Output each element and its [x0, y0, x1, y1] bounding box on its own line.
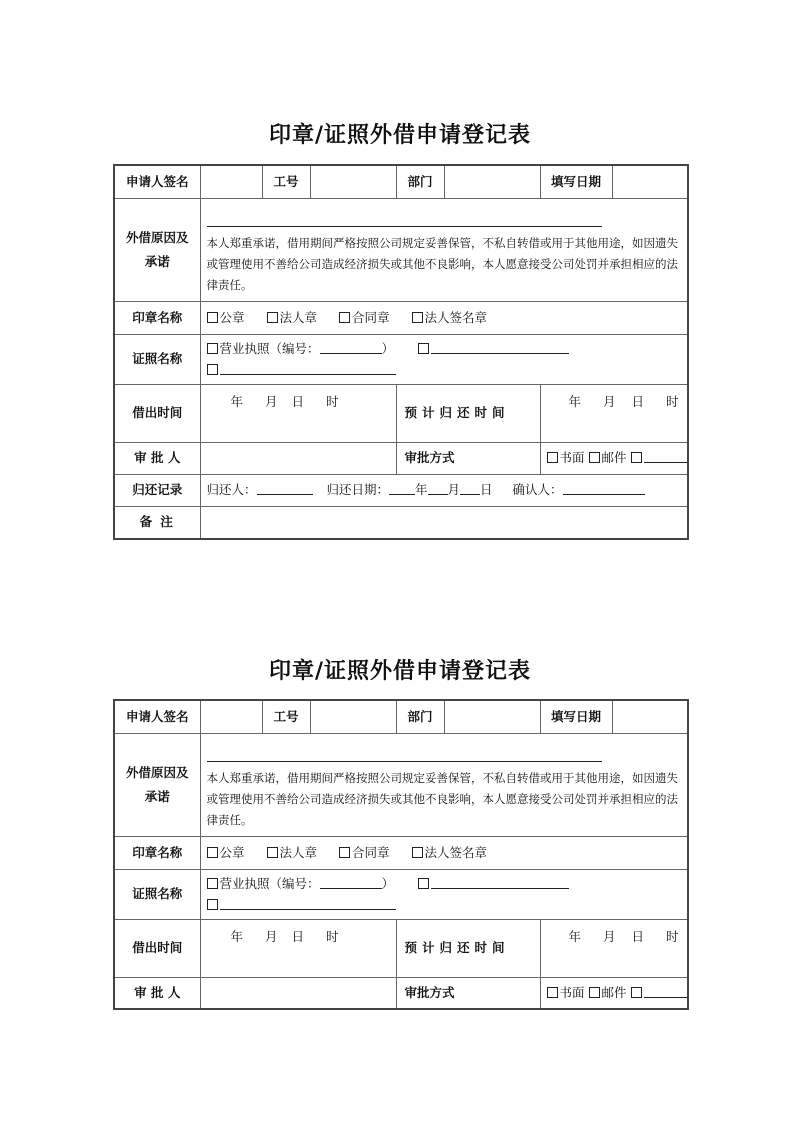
- remark-field[interactable]: [200, 506, 688, 539]
- other-license-field[interactable]: [431, 341, 569, 354]
- license-name-label: 证照名称: [114, 869, 200, 919]
- promise-text: 本人郑重承诺，借用期间严格按照公司规定妥善保管，不私自转借或用于其他用途，如因遗失或管理使用不善给公司造成经济损失或其他不良影响，本人愿意接受公司处罚并承担相应的法律责任。: [206, 770, 678, 827]
- checkbox-icon: [418, 878, 429, 889]
- checkbox-icon: [418, 343, 429, 354]
- checkbox-icon: [631, 987, 642, 998]
- approval-method-options: [540, 442, 688, 474]
- other-method-field[interactable]: [644, 985, 689, 998]
- approver-field[interactable]: [200, 442, 396, 474]
- applicant-label: 申请人签名: [114, 700, 200, 733]
- checkbox-icon: [207, 847, 218, 858]
- checkbox-icon: [589, 452, 600, 463]
- return-record-field: 归还人： 归还日期： 年 月 日 确认人：: [200, 474, 688, 506]
- checkbox-other-license-2[interactable]: [207, 362, 396, 377]
- license-options: [200, 334, 688, 384]
- checkbox-email[interactable]: 邮件: [589, 450, 627, 465]
- promise-text: 本人郑重承诺，借用期间严格按照公司规定妥善保管，不私自转借或用于其他用途，如因遗失或管理使用不善给公司造成经济损失或其他不良影响，本人愿意接受公司处罚并承担相应的法律责任。: [206, 235, 678, 292]
- checkbox-other-license[interactable]: [418, 876, 569, 891]
- checkbox-written[interactable]: 书面: [547, 450, 585, 465]
- other-license-field-2[interactable]: [220, 362, 396, 375]
- checkbox-icon: [339, 312, 350, 323]
- department-label: 部门: [396, 165, 444, 198]
- employee-id-label: 工号: [262, 165, 310, 198]
- other-license-field[interactable]: [431, 876, 569, 889]
- checkbox-legal-signature-seal[interactable]: 法人签名章: [412, 845, 488, 860]
- reason-field[interactable]: [200, 733, 688, 836]
- reason-input-line[interactable]: [207, 745, 602, 762]
- checkbox-email[interactable]: 邮件: [589, 985, 627, 1000]
- checkbox-icon: [547, 452, 558, 463]
- license-name-label: 证照名称: [114, 334, 200, 384]
- checkbox-business-license[interactable]: 营业执照（编号： ）: [207, 341, 395, 356]
- approval-method-label: 审批方式: [396, 977, 540, 1009]
- seal-options: [200, 836, 688, 869]
- expected-return-field[interactable]: 年 月 日 时: [540, 384, 688, 442]
- fill-date-field[interactable]: [612, 700, 688, 733]
- checkbox-icon: [589, 987, 600, 998]
- form-table: [113, 699, 689, 1010]
- department-field[interactable]: [444, 165, 540, 198]
- borrow-time-label: 借出时间: [114, 384, 200, 442]
- checkbox-icon: [547, 987, 558, 998]
- approval-method-options: [540, 977, 688, 1009]
- form-table: [113, 164, 689, 540]
- return-record-label: 归还记录: [114, 474, 200, 506]
- checkbox-icon: [412, 312, 423, 323]
- reason-label: 外借原因及 承诺: [114, 733, 200, 836]
- department-label: 部门: [396, 700, 444, 733]
- return-month-field[interactable]: [428, 482, 448, 495]
- checkbox-other-method[interactable]: [631, 450, 689, 465]
- checkbox-written[interactable]: 书面: [547, 985, 585, 1000]
- seal-name-label: 印章名称: [114, 836, 200, 869]
- fill-date-label: 填写日期: [540, 700, 612, 733]
- employee-id-field[interactable]: [310, 165, 396, 198]
- reason-input-line[interactable]: [207, 210, 602, 227]
- checkbox-business-license[interactable]: 营业执照（编号： ）: [207, 876, 395, 891]
- seal-name-label: 印章名称: [114, 301, 200, 334]
- return-day-field[interactable]: [460, 482, 480, 495]
- checkbox-icon: [412, 847, 423, 858]
- expected-return-label: 预计归还时间: [396, 919, 540, 977]
- approval-method-label: 审批方式: [396, 442, 540, 474]
- borrow-time-label: 借出时间: [114, 919, 200, 977]
- fill-date-field[interactable]: [612, 165, 688, 198]
- checkbox-other-license[interactable]: [418, 341, 569, 356]
- checkbox-other-license-2[interactable]: [207, 897, 396, 912]
- form-title: 印章/证照外借申请登记表: [268, 659, 532, 684]
- checkbox-icon: [207, 312, 218, 323]
- license-number-field[interactable]: [320, 876, 382, 889]
- confirmer-field[interactable]: [563, 482, 645, 495]
- applicant-field[interactable]: [200, 165, 262, 198]
- checkbox-contract-seal[interactable]: 合同章: [339, 310, 390, 325]
- checkbox-icon: [207, 343, 218, 354]
- checkbox-legal-person-seal[interactable]: 法人章: [267, 310, 318, 325]
- expected-return-field[interactable]: 年 月 日 时: [540, 919, 688, 977]
- checkbox-icon: [207, 899, 218, 910]
- checkbox-icon: [631, 452, 642, 463]
- fill-date-label: 填写日期: [540, 165, 612, 198]
- other-method-field[interactable]: [644, 450, 689, 463]
- borrow-time-field[interactable]: 年 月 日 时: [200, 919, 396, 977]
- employee-id-label: 工号: [262, 700, 310, 733]
- checkbox-legal-signature-seal[interactable]: 法人签名章: [412, 310, 488, 325]
- returner-field[interactable]: [257, 482, 313, 495]
- reason-label: 外借原因及 承诺: [114, 198, 200, 301]
- checkbox-icon: [267, 847, 278, 858]
- form-title: 印章/证照外借申请登记表: [268, 123, 532, 148]
- checkbox-legal-person-seal[interactable]: 法人章: [267, 845, 318, 860]
- other-license-field-2[interactable]: [220, 897, 396, 910]
- employee-id-field[interactable]: [310, 700, 396, 733]
- applicant-field[interactable]: [200, 700, 262, 733]
- department-field[interactable]: [444, 700, 540, 733]
- checkbox-icon: [207, 878, 218, 889]
- checkbox-official-seal[interactable]: 公章: [207, 310, 245, 325]
- approver-field[interactable]: [200, 977, 396, 1009]
- checkbox-contract-seal[interactable]: 合同章: [339, 845, 390, 860]
- reason-field[interactable]: [200, 198, 688, 301]
- license-number-field[interactable]: [320, 341, 382, 354]
- remark-label: 备 注: [114, 506, 200, 539]
- checkbox-other-method[interactable]: [631, 985, 689, 1000]
- expected-return-label: 预计归还时间: [396, 384, 540, 442]
- checkbox-icon: [267, 312, 278, 323]
- checkbox-official-seal[interactable]: 公章: [207, 845, 245, 860]
- license-options: [200, 869, 688, 919]
- checkbox-icon: [339, 847, 350, 858]
- applicant-label: 申请人签名: [114, 165, 200, 198]
- borrow-time-field[interactable]: 年 月 日 时: [200, 384, 396, 442]
- approver-label: 审 批 人: [114, 977, 200, 1009]
- checkbox-icon: [207, 364, 218, 375]
- return-year-field[interactable]: [389, 482, 415, 495]
- approver-label: 审 批 人: [114, 442, 200, 474]
- seal-options: [200, 301, 688, 334]
